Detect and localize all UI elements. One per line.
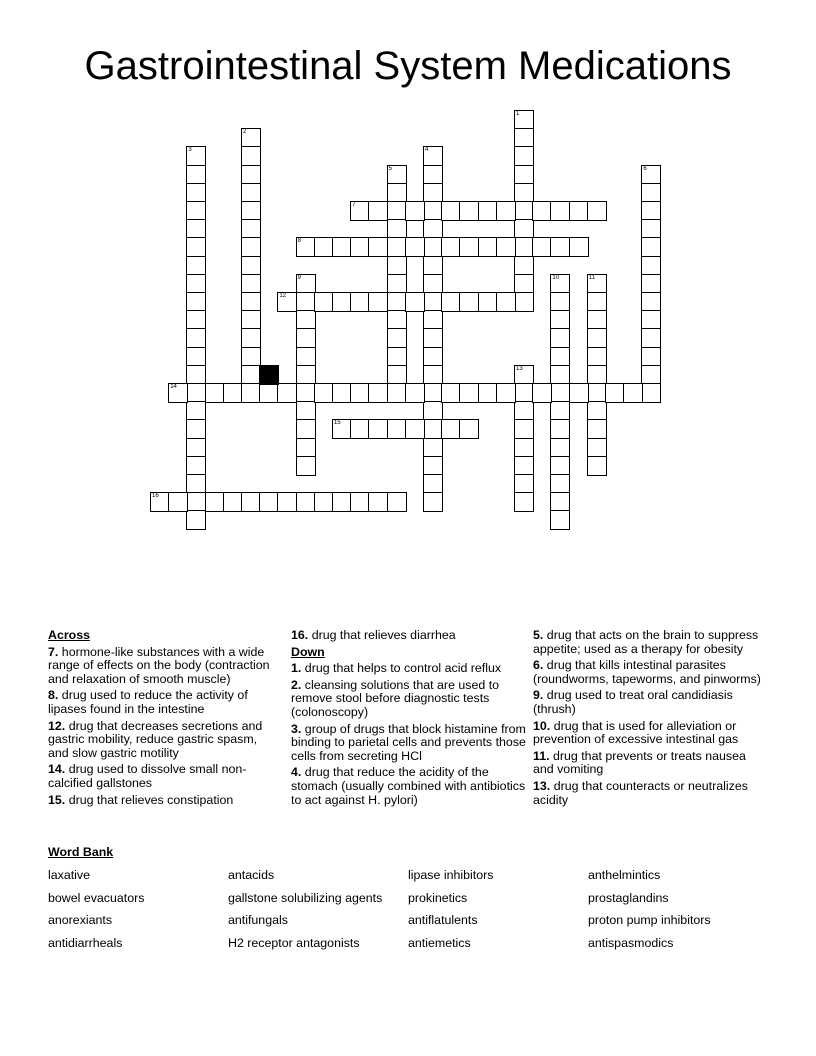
crossword-cell[interactable] xyxy=(186,328,206,348)
crossword-cell[interactable] xyxy=(514,492,534,512)
crossword-cell[interactable] xyxy=(459,237,479,257)
clues-column-2 xyxy=(291,629,527,810)
crossword-cell[interactable] xyxy=(186,383,206,403)
crossword-cell[interactable] xyxy=(186,237,206,257)
crossword-cell[interactable] xyxy=(514,237,534,257)
crossword-cell[interactable] xyxy=(241,146,261,166)
crossword-cell[interactable] xyxy=(223,492,243,512)
crossword-cell[interactable] xyxy=(277,383,297,403)
crossword-cell[interactable] xyxy=(641,219,661,239)
clue-number: 15 xyxy=(334,420,341,427)
crossword-cell[interactable] xyxy=(296,401,316,421)
clue-down-5: 5. drug that acts on the brain to suppress appetite; used as a therapy for obesity xyxy=(533,628,759,656)
crossword-cell[interactable] xyxy=(405,237,425,257)
word-bank-item: antidiarrheals xyxy=(48,936,123,950)
crossword-cell[interactable] xyxy=(387,219,407,239)
clue-down-2: 2. cleansing solutions that are used to remove stool before diagnostic tests (colonoscopy) xyxy=(291,677,500,719)
clue-down-4: 4. drug that reduce the acidity of the stomach (usually combined with antibiotics to act against H. pylori) xyxy=(291,765,526,807)
crossword-cell[interactable] xyxy=(277,292,297,312)
crossword-cell[interactable] xyxy=(514,365,534,385)
crossword-cell[interactable] xyxy=(641,183,661,203)
crossword-cell[interactable] xyxy=(241,274,261,294)
crossword-cell[interactable] xyxy=(532,201,552,221)
crossword-cell[interactable] xyxy=(387,237,407,257)
crossword-cell[interactable] xyxy=(496,383,516,403)
word-bank-item: proton pump inhibitors xyxy=(588,913,711,927)
crossword-cell[interactable] xyxy=(587,401,607,421)
crossword-cell[interactable] xyxy=(514,383,534,403)
crossword-cell[interactable] xyxy=(241,383,261,403)
crossword-cell[interactable] xyxy=(641,328,661,348)
crossword-cell[interactable] xyxy=(423,474,443,494)
crossword-cell[interactable] xyxy=(296,328,316,348)
crossword-cell[interactable] xyxy=(186,510,206,530)
crossword-cell[interactable] xyxy=(514,165,534,185)
clue-number: 9 xyxy=(297,274,301,281)
crossword-cell[interactable] xyxy=(241,365,261,385)
crossword-cell[interactable] xyxy=(314,492,334,512)
crossword-cell[interactable] xyxy=(405,292,425,312)
word-bank-item: anthelmintics xyxy=(588,868,661,882)
crossword-cell[interactable] xyxy=(641,165,661,185)
crossword-cell[interactable] xyxy=(587,201,607,221)
crossword-cell[interactable] xyxy=(405,419,425,439)
crossword-cell[interactable] xyxy=(387,256,407,276)
word-bank-item: antacids xyxy=(228,868,275,882)
clue-across-16: 16. drug that relieves diarrhea xyxy=(291,628,456,642)
crossword-cell[interactable] xyxy=(259,492,279,512)
clue-across-8: 8. drug used to reduce the activity of lipases found in the intestine xyxy=(48,688,248,716)
crossword-cell[interactable] xyxy=(423,456,443,476)
crossword-cell[interactable] xyxy=(550,347,570,367)
clue-number: 16 xyxy=(152,493,159,500)
crossword-cell[interactable] xyxy=(296,419,316,439)
crossword-cell[interactable] xyxy=(405,383,425,403)
crossword-cell[interactable] xyxy=(496,201,516,221)
crossword-cell[interactable] xyxy=(241,328,261,348)
crossword-cell[interactable] xyxy=(514,110,534,130)
crossword-cell[interactable] xyxy=(514,474,534,494)
crossword-cell[interactable] xyxy=(641,237,661,257)
crossword-cell[interactable] xyxy=(423,256,443,276)
crossword-cell[interactable] xyxy=(350,201,370,221)
crossword-cell[interactable] xyxy=(514,256,534,276)
crossword-cell[interactable] xyxy=(296,365,316,385)
crossword-cell[interactable] xyxy=(423,274,443,294)
crossword-cell[interactable] xyxy=(550,328,570,348)
crossword-cell[interactable] xyxy=(532,237,552,257)
word-bank-item: antiflatulents xyxy=(408,913,478,927)
crossword-cell[interactable] xyxy=(368,492,388,512)
crossword-cell[interactable] xyxy=(186,474,206,494)
crossword-cell[interactable] xyxy=(550,274,570,294)
word-bank-item: antiemetics xyxy=(408,936,471,950)
crossword-cell[interactable] xyxy=(350,492,370,512)
crossword-cell[interactable] xyxy=(241,292,261,312)
crossword-cell[interactable] xyxy=(514,292,534,312)
crossword-cell[interactable] xyxy=(423,401,443,421)
clue-number: 14 xyxy=(170,384,177,390)
clue-across-7: 7. hormone-like substances with a wide range of effects on the body (contraction and relaxation of smooth muscle) xyxy=(48,644,270,686)
crossword-cell[interactable] xyxy=(587,365,607,385)
word-bank-item: H2 receptor antagonists xyxy=(228,936,360,950)
clue-across-12: 12. drug that decreases secretions and gastric mobility, reduce gastric spasm, and slow gastric motility xyxy=(48,718,263,760)
crossword-cell[interactable] xyxy=(332,292,352,312)
crossword-cell[interactable] xyxy=(350,383,370,403)
crossword-cell[interactable] xyxy=(569,201,589,221)
crossword-cell[interactable] xyxy=(441,201,461,221)
crossword-cell[interactable] xyxy=(368,201,388,221)
down-heading: Down xyxy=(291,644,325,659)
crossword-cell[interactable] xyxy=(550,383,570,403)
crossword-cell[interactable] xyxy=(186,419,206,439)
crossword-cell[interactable] xyxy=(459,292,479,312)
crossword-cell[interactable] xyxy=(514,438,534,458)
word-bank-item: antispasmodics xyxy=(588,936,674,950)
crossword-cell[interactable] xyxy=(186,401,206,421)
crossword-cell[interactable] xyxy=(387,328,407,348)
clue-across-15: 15. drug that relieves constipation xyxy=(48,792,234,807)
clue-number: 3 xyxy=(188,147,192,154)
crossword-cell[interactable] xyxy=(350,237,370,257)
crossword-cell[interactable] xyxy=(587,438,607,458)
word-bank-item: bowel evacuators xyxy=(48,891,145,905)
crossword-cell[interactable] xyxy=(641,347,661,367)
crossword-cell[interactable] xyxy=(514,456,534,476)
crossword-cell[interactable] xyxy=(205,383,225,403)
crossword-cell[interactable] xyxy=(478,383,498,403)
crossword-cell[interactable] xyxy=(368,419,388,439)
crossword-cell[interactable] xyxy=(423,328,443,348)
crossword-cell[interactable] xyxy=(423,201,443,221)
crossword-cell[interactable] xyxy=(205,492,225,512)
crossword-cell[interactable] xyxy=(296,347,316,367)
crossword-cell[interactable] xyxy=(587,419,607,439)
crossword-cell[interactable] xyxy=(550,456,570,476)
crossword-cell[interactable] xyxy=(441,292,461,312)
crossword-cell[interactable] xyxy=(241,310,261,330)
crossword-cell[interactable] xyxy=(296,292,316,312)
clue-down-10: 10. drug that is used for alleviation or prevention of excessive intestinal gas xyxy=(533,718,739,747)
crossword-cell[interactable] xyxy=(587,383,607,403)
clue-down-1: 1. drug that helps to control acid reflux xyxy=(291,661,502,676)
crossword-cell[interactable] xyxy=(368,292,388,312)
crossword-cell[interactable] xyxy=(459,419,479,439)
crossword-cell[interactable] xyxy=(423,183,443,203)
crossword-cell[interactable] xyxy=(314,383,334,403)
crossword-cell[interactable] xyxy=(641,365,661,385)
crossword-cell[interactable] xyxy=(387,310,407,330)
word-bank-item: gallstone solubilizing agents xyxy=(228,891,383,905)
crossword-cell[interactable] xyxy=(587,274,607,294)
crossword-cell[interactable] xyxy=(368,237,388,257)
crossword-cell[interactable] xyxy=(641,292,661,312)
crossword-cell[interactable] xyxy=(186,146,206,166)
crossword-cell[interactable] xyxy=(514,128,534,148)
crossword-cell[interactable] xyxy=(423,383,443,403)
clue-number: 1 xyxy=(516,111,520,117)
crossword-cell[interactable] xyxy=(441,419,461,439)
crossword-block-cell xyxy=(259,365,279,385)
crossword-cell[interactable] xyxy=(186,165,206,185)
crossword-cell[interactable] xyxy=(223,383,243,403)
word-bank-item: anorexiants xyxy=(48,913,113,927)
crossword-cell[interactable] xyxy=(441,383,461,403)
crossword-cell[interactable] xyxy=(641,310,661,330)
crossword-cell[interactable] xyxy=(314,237,334,257)
crossword-cell[interactable] xyxy=(514,146,534,166)
crossword-cell[interactable] xyxy=(296,492,316,512)
crossword-cell[interactable] xyxy=(550,419,570,439)
clue-number: 4 xyxy=(425,147,429,154)
crossword-cell[interactable] xyxy=(550,510,570,530)
crossword-cell[interactable] xyxy=(241,347,261,367)
crossword-cell[interactable] xyxy=(296,383,316,403)
crossword-cell[interactable] xyxy=(186,183,206,203)
crossword-cell[interactable] xyxy=(296,438,316,458)
crossword-cell[interactable] xyxy=(241,237,261,257)
crossword-cell[interactable] xyxy=(514,201,534,221)
crossword-cell[interactable] xyxy=(459,383,479,403)
crossword-cell[interactable] xyxy=(332,383,352,403)
crossword-cell[interactable] xyxy=(186,292,206,312)
crossword-cell[interactable] xyxy=(478,201,498,221)
crossword-cell[interactable] xyxy=(587,456,607,476)
crossword-cell[interactable] xyxy=(514,401,534,421)
crossword-cell[interactable] xyxy=(423,419,443,439)
crossword-cell[interactable] xyxy=(514,183,534,203)
crossword-cell[interactable] xyxy=(550,292,570,312)
crossword-cell[interactable] xyxy=(296,456,316,476)
crossword-cell[interactable] xyxy=(387,165,407,185)
crossword-cell[interactable] xyxy=(186,201,206,221)
crossword-cell[interactable] xyxy=(423,219,443,239)
crossword-cell[interactable] xyxy=(441,237,461,257)
word-bank-item: lipase inhibitors xyxy=(408,868,494,882)
crossword-cell[interactable] xyxy=(514,274,534,294)
crossword-cell[interactable] xyxy=(387,274,407,294)
crossword-cell[interactable] xyxy=(332,419,352,439)
crossword-cell[interactable] xyxy=(241,183,261,203)
crossword-cell[interactable] xyxy=(296,310,316,330)
word-bank-item: antifungals xyxy=(228,913,288,927)
crossword-cell[interactable] xyxy=(550,201,570,221)
crossword-cell[interactable] xyxy=(641,201,661,221)
crossword-cell[interactable] xyxy=(423,310,443,330)
crossword-cell[interactable] xyxy=(641,383,661,403)
crossword-cell[interactable] xyxy=(168,383,188,403)
word-bank-item: laxative xyxy=(48,868,91,882)
page-title: Gastrointestinal System Medications xyxy=(84,44,732,88)
crossword-cell[interactable] xyxy=(186,219,206,239)
crossword-cell[interactable] xyxy=(550,365,570,385)
crossword-cell[interactable] xyxy=(241,201,261,221)
crossword-cell[interactable] xyxy=(550,310,570,330)
crossword-cell[interactable] xyxy=(186,456,206,476)
crossword-cell[interactable] xyxy=(186,274,206,294)
crossword-cell[interactable] xyxy=(478,237,498,257)
clue-number: 12 xyxy=(279,293,287,299)
crossword-cell[interactable] xyxy=(350,419,370,439)
crossword-cell[interactable] xyxy=(186,310,206,330)
crossword-cell[interactable] xyxy=(387,365,407,385)
crossword-cell[interactable] xyxy=(332,492,352,512)
crossword-cell[interactable] xyxy=(641,256,661,276)
crossword-cell[interactable] xyxy=(296,274,316,294)
word-bank-item: prostaglandins xyxy=(588,891,669,905)
clues-column-1 xyxy=(48,629,280,810)
clue-down-13: 13. drug that counteracts or neutralizes acidity xyxy=(533,778,748,807)
crossword-cell[interactable] xyxy=(332,237,352,257)
clue-number: 6 xyxy=(643,165,647,172)
crossword-cell[interactable] xyxy=(459,201,479,221)
clue-number: 7 xyxy=(352,202,356,208)
crossword-cell[interactable] xyxy=(587,328,607,348)
crossword-cell[interactable] xyxy=(550,492,570,512)
crossword-cell[interactable] xyxy=(423,347,443,367)
crossword-cell[interactable] xyxy=(496,237,516,257)
across-heading: Across xyxy=(48,628,91,642)
clue-number: 8 xyxy=(297,238,301,245)
crossword-cell[interactable] xyxy=(478,292,498,312)
crossword-cell[interactable] xyxy=(423,146,443,166)
crossword-cell[interactable] xyxy=(168,492,188,512)
crossword-cell[interactable] xyxy=(405,201,425,221)
clue-down-3: 3. group of drugs that block histamine from binding to parietal cells and prevents those cells from secreting HCl xyxy=(291,721,526,763)
crossword-cell[interactable] xyxy=(387,383,407,403)
crossword-cell[interactable] xyxy=(259,383,279,403)
clue-number: 2 xyxy=(243,129,247,136)
crossword-cell[interactable] xyxy=(587,347,607,367)
crossword-cell[interactable] xyxy=(387,419,407,439)
crossword-cell[interactable] xyxy=(186,365,206,385)
crossword-cell[interactable] xyxy=(569,237,589,257)
crossword-cell[interactable] xyxy=(423,438,443,458)
crossword-cell[interactable] xyxy=(368,383,388,403)
crossword-cell[interactable] xyxy=(641,274,661,294)
word-bank-item: prokinetics xyxy=(408,891,468,905)
crossword-cell[interactable] xyxy=(550,474,570,494)
crossword-cell[interactable] xyxy=(605,383,625,403)
clue-down-6: 6. drug that kills intestinal parasites (roundworms, tapeworms, and pinworms) xyxy=(533,658,761,686)
crossword-cell[interactable] xyxy=(587,310,607,330)
crossword-cell[interactable] xyxy=(241,256,261,276)
crossword-cell[interactable] xyxy=(532,383,552,403)
crossword-cell[interactable] xyxy=(186,256,206,276)
crossword-cell[interactable] xyxy=(569,383,589,403)
crossword-cell[interactable] xyxy=(387,347,407,367)
crossword-cell[interactable] xyxy=(587,292,607,312)
crossword-cell[interactable] xyxy=(296,237,316,257)
crossword-cell[interactable] xyxy=(387,492,407,512)
clue-number: 10 xyxy=(552,274,560,281)
crossword-cell[interactable] xyxy=(550,438,570,458)
clue-down-11: 11. drug that prevents or treats nausea and vomiting xyxy=(533,748,746,777)
crossword-cell[interactable] xyxy=(186,438,206,458)
crossword-cell[interactable] xyxy=(623,383,643,403)
crossword-cell[interactable] xyxy=(423,492,443,512)
crossword-cell[interactable] xyxy=(550,237,570,257)
crossword-cell[interactable] xyxy=(550,401,570,421)
crossword-cell[interactable] xyxy=(387,183,407,203)
crossword-cell[interactable] xyxy=(496,292,516,312)
crossword-cell[interactable] xyxy=(277,492,297,512)
crossword-cell[interactable] xyxy=(350,292,370,312)
crossword-cell[interactable] xyxy=(150,492,170,512)
crossword-cell[interactable] xyxy=(387,201,407,221)
crossword-cell[interactable] xyxy=(186,492,206,512)
clues-column-3 xyxy=(533,629,769,810)
crossword-cell[interactable] xyxy=(514,219,534,239)
clue-down-9: 9. drug used to treat oral candidiasis (thrush) xyxy=(533,688,733,716)
crossword-cell[interactable] xyxy=(241,165,261,185)
clue-number: 13 xyxy=(516,365,523,372)
clue-number: 11 xyxy=(588,274,596,281)
crossword-cell[interactable] xyxy=(514,419,534,439)
word-bank-heading: Word Bank xyxy=(48,845,114,859)
crossword-cell[interactable] xyxy=(241,128,261,148)
crossword-cell[interactable] xyxy=(423,365,443,385)
crossword-cell[interactable] xyxy=(423,237,443,257)
crossword-cell[interactable] xyxy=(423,292,443,312)
crossword-cell[interactable] xyxy=(314,292,334,312)
crossword-cell[interactable] xyxy=(241,219,261,239)
crossword-cell[interactable] xyxy=(186,347,206,367)
clue-across-14: 14. drug used to dissolve small non-calcified gallstones xyxy=(48,762,247,790)
crossword-cell[interactable] xyxy=(387,292,407,312)
crossword-cell[interactable] xyxy=(241,492,261,512)
crossword-cell[interactable] xyxy=(423,165,443,185)
clue-number: 5 xyxy=(388,165,392,172)
